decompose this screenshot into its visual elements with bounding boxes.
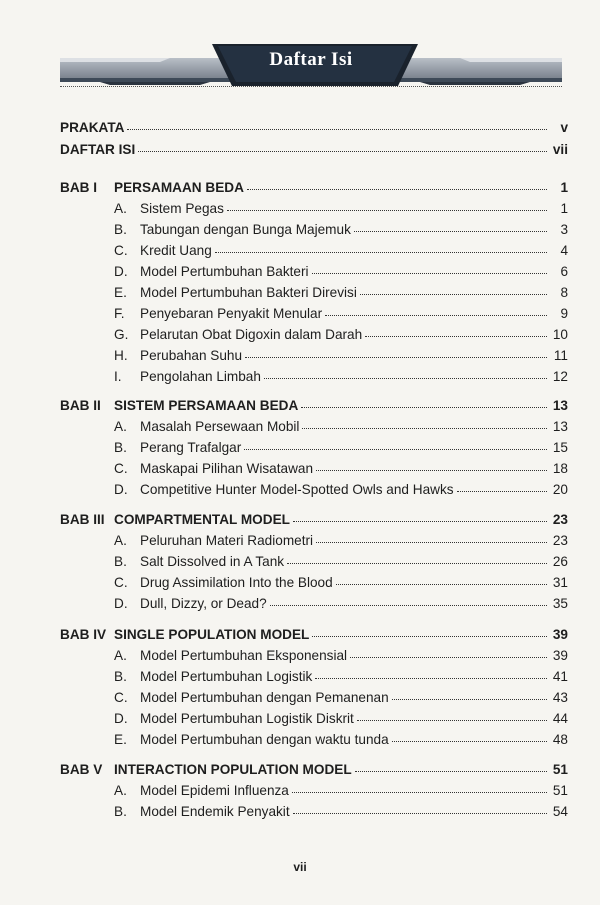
page-number: 31 bbox=[552, 575, 568, 590]
toc-entry-prakata[interactable] bbox=[60, 120, 568, 140]
leader-dots bbox=[302, 418, 547, 429]
section-letter: G. bbox=[114, 327, 129, 342]
toc-section[interactable] bbox=[114, 648, 568, 668]
page-number: 13 bbox=[552, 398, 568, 413]
page-number: 6 bbox=[560, 264, 568, 279]
page-number: 23 bbox=[552, 512, 568, 527]
page-number: 1 bbox=[560, 201, 568, 216]
section-letter: D. bbox=[114, 264, 128, 279]
toc-section[interactable] bbox=[114, 533, 568, 553]
toc-chapter-4[interactable] bbox=[60, 627, 568, 647]
section-letter: C. bbox=[114, 461, 128, 476]
toc-section[interactable] bbox=[114, 711, 568, 731]
section-letter: A. bbox=[114, 533, 127, 548]
leader-dots bbox=[264, 368, 547, 379]
section-title: Pengolahan Limbah bbox=[140, 369, 261, 384]
toc-section[interactable] bbox=[114, 419, 568, 439]
toc-section[interactable] bbox=[114, 783, 568, 803]
toc-section[interactable] bbox=[114, 306, 568, 326]
toc-chapter-3[interactable] bbox=[60, 512, 568, 532]
section-title: Maskapai Pilihan Wisatawan bbox=[140, 461, 314, 476]
leader-dots bbox=[315, 668, 547, 679]
leader-dots bbox=[354, 221, 547, 232]
leader-dots bbox=[293, 803, 547, 814]
toc-chapter-2[interactable] bbox=[60, 398, 568, 418]
page-number: 51 bbox=[552, 762, 568, 777]
toc-section[interactable] bbox=[114, 554, 568, 574]
section-title: Model Endemik Penyakit bbox=[140, 804, 290, 819]
section-title: Penyebaran Penyakit Menular bbox=[140, 306, 323, 321]
page-number: 13 bbox=[552, 419, 568, 434]
leader-dots bbox=[127, 119, 547, 130]
section-letter: B. bbox=[114, 804, 127, 819]
section-letter: D. bbox=[114, 482, 128, 497]
toc-section[interactable] bbox=[114, 690, 568, 710]
section-letter: E. bbox=[114, 285, 127, 300]
section-title: Kredit Uang bbox=[140, 243, 212, 258]
section-letter: B. bbox=[114, 440, 127, 455]
toc-section[interactable] bbox=[114, 369, 568, 389]
leader-dots bbox=[392, 731, 547, 742]
section-letter: C. bbox=[114, 243, 128, 258]
section-letter: A. bbox=[114, 648, 127, 663]
toc-section[interactable] bbox=[114, 201, 568, 221]
section-letter: E. bbox=[114, 732, 127, 747]
section-title: Perubahan Suhu bbox=[140, 348, 243, 363]
section-title: Model Epidemi Influenza bbox=[140, 783, 289, 798]
page-number: 54 bbox=[552, 804, 568, 819]
entry-title: DAFTAR ISI bbox=[60, 142, 136, 157]
page-number: 43 bbox=[552, 690, 568, 705]
page-number: 10 bbox=[552, 327, 568, 342]
section-title: Model Pertumbuhan Bakteri Direvisi bbox=[140, 285, 357, 300]
section-title: Model Pertumbuhan Logistik Diskrit bbox=[140, 711, 354, 726]
page-number: 3 bbox=[560, 222, 568, 237]
page-title: Daftar Isi bbox=[269, 49, 353, 70]
section-title: Model Pertumbuhan dengan waktu tunda bbox=[140, 732, 389, 747]
leader-dots bbox=[365, 326, 547, 337]
toc-section[interactable] bbox=[114, 596, 568, 616]
leader-dots bbox=[293, 511, 547, 522]
chapter-number: BAB I bbox=[60, 180, 98, 195]
leader-dots bbox=[316, 460, 547, 471]
page-number: 26 bbox=[552, 554, 568, 569]
page-number: 9 bbox=[560, 306, 568, 321]
toc-section[interactable] bbox=[114, 482, 568, 502]
page-number: 1 bbox=[560, 180, 568, 195]
page-number: 15 bbox=[552, 440, 568, 455]
section-letter: H. bbox=[114, 348, 128, 363]
page-number: 44 bbox=[552, 711, 568, 726]
section-letter: B. bbox=[114, 222, 127, 237]
leader-dots bbox=[247, 179, 547, 190]
leader-dots bbox=[301, 397, 547, 408]
toc-section[interactable] bbox=[114, 575, 568, 595]
chapter-title: COMPARTMENTAL MODEL bbox=[114, 512, 290, 527]
section-title: Competitive Hunter Model-Spotted Owls and Hawks bbox=[140, 482, 454, 497]
section-title: Pelarutan Obat Digoxin dalam Darah bbox=[140, 327, 363, 342]
section-letter: B. bbox=[114, 554, 127, 569]
chapter-title: PERSAMAAN BEDA bbox=[114, 180, 244, 195]
toc-section[interactable] bbox=[114, 264, 568, 284]
toc-section[interactable] bbox=[114, 732, 568, 752]
toc-section[interactable] bbox=[114, 243, 568, 263]
section-letter: C. bbox=[114, 575, 128, 590]
toc-entry-daftar-isi[interactable] bbox=[60, 142, 568, 162]
page-number: 18 bbox=[552, 461, 568, 476]
toc-section[interactable] bbox=[114, 222, 568, 242]
chapter-number: BAB II bbox=[60, 398, 101, 413]
toc-section[interactable] bbox=[114, 461, 568, 481]
section-title: Model Pertumbuhan Bakteri bbox=[140, 264, 309, 279]
page-number: vii bbox=[552, 142, 568, 157]
footer-page-number: vii bbox=[293, 860, 307, 874]
toc-section[interactable] bbox=[114, 804, 568, 824]
section-title: Model Pertumbuhan Eksponensial bbox=[140, 648, 348, 663]
toc-section[interactable] bbox=[114, 669, 568, 689]
section-letter: I. bbox=[114, 369, 122, 384]
leader-dots bbox=[270, 595, 547, 606]
section-letter: F. bbox=[114, 306, 125, 321]
toc-chapter-1[interactable] bbox=[60, 180, 568, 200]
leader-dots bbox=[287, 553, 547, 564]
section-title: Tabungan dengan Bunga Majemuk bbox=[140, 222, 351, 237]
section-letter: C. bbox=[114, 690, 128, 705]
section-title: Peluruhan Materi Radiometri bbox=[140, 533, 314, 548]
page-number: 48 bbox=[552, 732, 568, 747]
page-number: 35 bbox=[552, 596, 568, 611]
leader-dots bbox=[312, 263, 547, 274]
page-number: 51 bbox=[552, 783, 568, 798]
section-title: Dull, Dizzy, or Dead? bbox=[140, 596, 267, 611]
section-title: Drug Assimilation Into the Blood bbox=[140, 575, 333, 590]
leader-dots bbox=[215, 242, 547, 253]
toc-section[interactable] bbox=[114, 327, 568, 347]
chapter-title: INTERACTION POPULATION MODEL bbox=[114, 762, 352, 777]
page-number: 11 bbox=[553, 348, 568, 363]
page-number: 20 bbox=[552, 482, 568, 497]
page-number: v bbox=[560, 120, 568, 135]
section-letter: D. bbox=[114, 596, 128, 611]
leader-dots bbox=[392, 689, 547, 700]
page-number: 39 bbox=[552, 627, 568, 642]
page-number: 12 bbox=[552, 369, 568, 384]
section-letter: A. bbox=[114, 783, 127, 798]
header-divider bbox=[60, 86, 562, 87]
section-letter: B. bbox=[114, 669, 127, 684]
leader-dots bbox=[325, 305, 547, 316]
section-title: Model Pertumbuhan dengan Pemanenan bbox=[140, 690, 389, 705]
section-title: Model Pertumbuhan Logistik bbox=[140, 669, 313, 684]
chapter-number: BAB IV bbox=[60, 627, 107, 642]
toc-section[interactable] bbox=[114, 440, 568, 460]
leader-dots bbox=[138, 141, 547, 152]
section-title: Sistem Pegas bbox=[140, 201, 224, 216]
section-letter: A. bbox=[114, 201, 127, 216]
page-number: 23 bbox=[552, 533, 568, 548]
header-banner bbox=[60, 44, 562, 90]
leader-dots bbox=[312, 626, 547, 637]
chapter-title: SISTEM PERSAMAAN BEDA bbox=[114, 398, 299, 413]
leader-dots bbox=[316, 532, 547, 543]
toc-chapter-5[interactable] bbox=[60, 762, 568, 782]
toc-section[interactable] bbox=[114, 285, 568, 305]
leader-dots bbox=[292, 782, 547, 793]
page-number: 4 bbox=[560, 243, 568, 258]
leader-dots bbox=[244, 439, 547, 450]
page-number: 41 bbox=[552, 669, 568, 684]
section-letter: A. bbox=[114, 419, 127, 434]
section-letter: D. bbox=[114, 711, 128, 726]
leader-dots bbox=[350, 647, 547, 658]
leader-dots bbox=[336, 574, 547, 585]
entry-title: PRAKATA bbox=[60, 120, 125, 135]
leader-dots bbox=[357, 710, 547, 721]
leader-dots bbox=[457, 481, 547, 492]
chapter-number: BAB III bbox=[60, 512, 105, 527]
chapter-title: SINGLE POPULATION MODEL bbox=[114, 627, 310, 642]
leader-dots bbox=[360, 284, 547, 295]
toc-section[interactable] bbox=[114, 348, 568, 368]
chapter-number: BAB V bbox=[60, 762, 103, 777]
leader-dots bbox=[227, 200, 547, 211]
section-title: Perang Trafalgar bbox=[140, 440, 242, 455]
leader-dots bbox=[245, 347, 547, 358]
leader-dots bbox=[355, 761, 547, 772]
page-number: 39 bbox=[552, 648, 568, 663]
section-title: Masalah Persewaan Mobil bbox=[140, 419, 300, 434]
section-title: Salt Dissolved in A Tank bbox=[140, 554, 285, 569]
page-number: 8 bbox=[560, 285, 568, 300]
